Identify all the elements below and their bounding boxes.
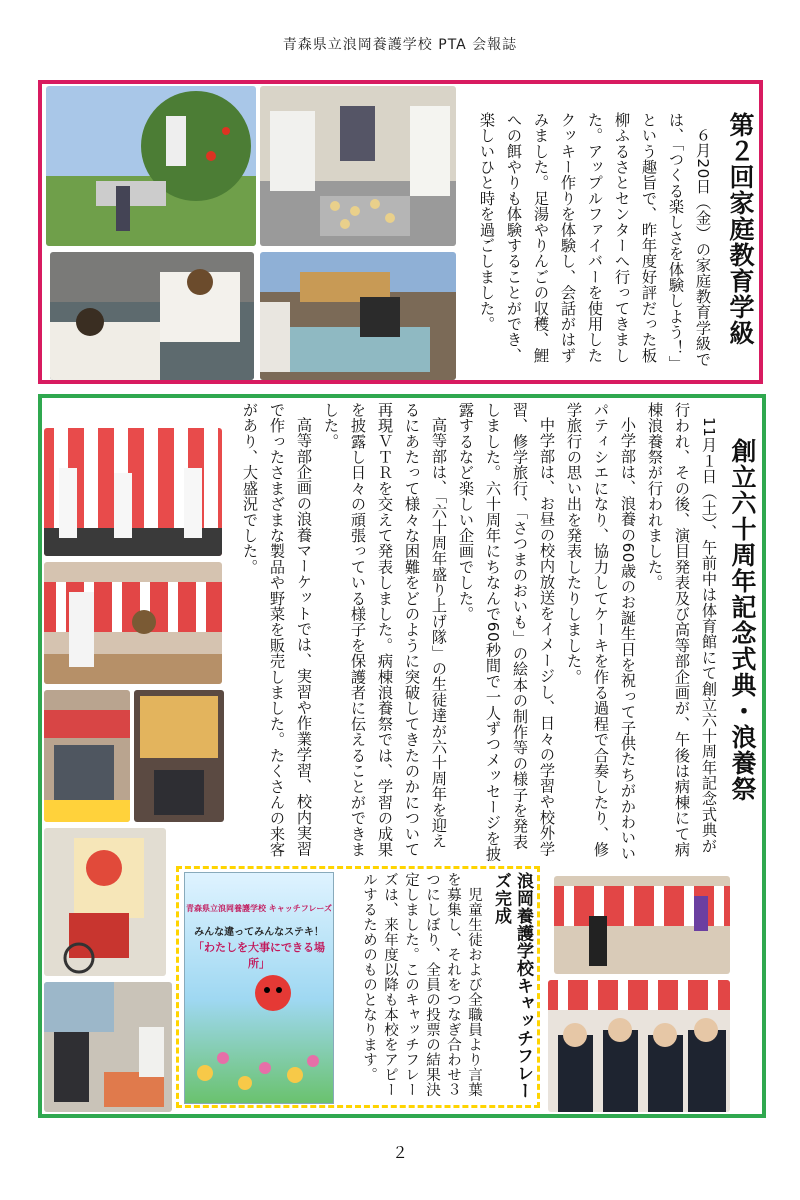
- article1-paragraph: ６月20日（金）の家庭教育学級では、「つくる楽しさを体験しよう！」という趣旨で、昨年度好評だった板柳ふるさとセンターへ行ってきました。アップルファイバーを使用したクッキー作りを体験し、会話がはずみました。足湯やりんごの収穫、鯉への餌やりも体験することができ、楽しいひと時を過ごしました。: [478, 112, 712, 368]
- article2-paragraph: 高等部企画の浪養マーケットでは、実習や作業学習、校内実習で作ったさまざまな製品や野菜を販売しました。たくさんの来客があり、大盛況でした。: [241, 402, 313, 858]
- article2-paragraph: 11月１日（土）、午前中は体育館にて創立六十周年記念式典が行われ、その後、演目発表及び高等部企画が、午後は病棟にて病棟浪養祭が行われました。: [646, 402, 718, 858]
- article2-title: 創立六十周年記念式典・浪養祭: [728, 438, 757, 802]
- hospital-festival-photo: [44, 690, 130, 822]
- catchphrase-paragraph: 児童生徒および全職員より言葉を募集し、それをつなぎ合わせ３つにしぼり、全員の投票の結果決定しました。このキャッチフレーズは、来年度以降も本校をアピールするためのものとなります。: [361, 872, 482, 1097]
- poster-illustration-icon: [185, 963, 333, 1103]
- poster-school-label: 青森県立浪岡養護学校 キャッチフレーズ: [185, 904, 333, 913]
- poster-line1: みんな違ってみんなステキ！: [194, 927, 324, 938]
- article2-paragraph: 小学部は、浪養の60歳のお誕生日を祝って子供たちがかわいいパティシエになり、協力してケーキを作る過程で合奏したり、修学旅行の思い出を発表したりしました。: [565, 402, 637, 862]
- apple-picking-photo: [46, 86, 256, 246]
- poster-line2: 「わたしを大事にできる場所」: [193, 941, 325, 970]
- ceremony-stage-photo: [554, 876, 730, 974]
- stage-dance-photo: [44, 562, 222, 684]
- newsletter-header: 青森県立浪岡養護学校 PTA 会報誌: [282, 37, 518, 53]
- catchphrase-title: 浪岡養護学校キャッチフレーズ完成: [491, 872, 533, 1100]
- ceremony-audience-photo: [548, 980, 730, 1112]
- footbath-photo: [260, 252, 456, 380]
- namiyo-market-photo: [44, 982, 172, 1112]
- cookie-making-photo: [260, 86, 456, 246]
- article1-title: 第２回家庭教育学級: [726, 112, 755, 346]
- catchphrase-body: [338, 872, 484, 1106]
- page-number: ２: [391, 1143, 408, 1162]
- article2-body: [228, 402, 722, 864]
- article1-body: [464, 112, 716, 368]
- catchphrase-poster: [184, 872, 334, 1104]
- article2-paragraph: 中学部は、お昼の校内放送をイメージし、日々の学習や校外学習、修学旅行、「さつまのおいも」の絵本の制作等の様子を発表しました。六十周年にちなんで60秒間で一人ずつメッセージを披露するなど楽しい企画でした。: [457, 402, 556, 862]
- carp-feeding-photo: [50, 252, 254, 380]
- article2-paragraph: 高等部は、「六十周年盛り上げ隊」の生徒達が六十周年を迎えるにあたって様々な困難をどのように突破してきたのかについて再現ＶＴＲを交えて発表しました。病棟浪養祭では、学習の成果を披露し日々の頑張っている様子を保護者に伝えることができました。: [322, 402, 448, 858]
- pastry-chef-performance-photo: [44, 428, 222, 556]
- wheelchair-student-photo: [44, 828, 166, 976]
- screen-presentation-photo: [134, 690, 224, 822]
